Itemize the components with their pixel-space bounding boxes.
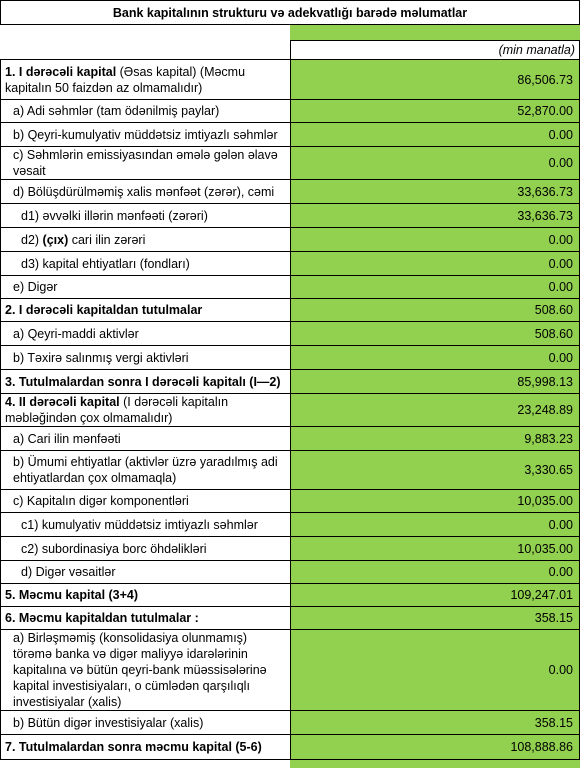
row-label: a) Adi səhmlər (tam ödənilmiş paylar) bbox=[1, 100, 291, 123]
row-value: 10,035.00 bbox=[290, 490, 580, 513]
row-label: 3. Tutulmalardan sonra I dərəcəli kapitalı (I—2) bbox=[1, 370, 291, 394]
row-value: 0.00 bbox=[290, 561, 580, 584]
table-row bbox=[1, 346, 580, 370]
row-value: 86,506.73 bbox=[290, 60, 580, 100]
table-row bbox=[1, 370, 580, 394]
table-row bbox=[1, 561, 580, 584]
table-row bbox=[1, 711, 580, 735]
row-label: c1) kumulyativ müddətsiz imtiyazlı səhmlər bbox=[1, 513, 291, 537]
table-row bbox=[1, 584, 580, 607]
row-value: 0.00 bbox=[290, 252, 580, 276]
spacer-row bbox=[1, 25, 580, 41]
row-label: a) Birləşməmiş (konsolidasiya olunmamış) törəmə banka və digər maliyyə idarələrinin kapitalına və bütün qeyri-bank müəssisələrinə kapital investisiyaları, o cümlədən qarşılıqlı investisiyalar (xalis) bbox=[1, 630, 291, 711]
table-row bbox=[1, 228, 580, 252]
row-value: 10,035.00 bbox=[290, 537, 580, 561]
row-value: 0.00 bbox=[290, 630, 580, 711]
table-row bbox=[1, 735, 580, 760]
blank-value-cell bbox=[290, 760, 580, 768]
blank-value-cell bbox=[290, 25, 580, 41]
row-label: b) Bütün digər investisiyalar (xalis) bbox=[1, 711, 291, 735]
table-row bbox=[1, 252, 580, 276]
unit-row bbox=[1, 41, 580, 60]
table-row bbox=[1, 204, 580, 228]
row-label: d) Digər vəsaitlər bbox=[1, 561, 291, 584]
blank-cell bbox=[1, 25, 291, 41]
row-value: 0.00 bbox=[290, 276, 580, 299]
row-label: 2. I dərəcəli kapitaldan tutulmalar bbox=[1, 299, 291, 322]
table-row bbox=[1, 513, 580, 537]
table-row bbox=[1, 394, 580, 427]
row-label: b) Təxirə salınmış vergi aktivləri bbox=[1, 346, 291, 370]
row-value: 0.00 bbox=[290, 123, 580, 147]
row-label: 6. Məcmu kapitaldan tutulmalar : bbox=[1, 607, 291, 630]
row-label: 7. Tutulmalardan sonra məcmu kapital (5-6) bbox=[1, 735, 291, 760]
table-row bbox=[1, 451, 580, 490]
table-row bbox=[1, 180, 580, 204]
row-label: c2) subordinasiya borc öhdəlikləri bbox=[1, 537, 291, 561]
row-value: 0.00 bbox=[290, 513, 580, 537]
row-value: 508.60 bbox=[290, 299, 580, 322]
row-label: c) Səhmlərin emissiyasından əmələ gələn əlavə vəsait bbox=[1, 147, 291, 180]
table-title: Bank kapitalının strukturu və adekvatlığı barədə məlumatlar bbox=[1, 1, 580, 25]
row-value: 109,247.01 bbox=[290, 584, 580, 607]
table-row bbox=[1, 100, 580, 123]
row-value: 0.00 bbox=[290, 346, 580, 370]
row-value: 85,998.13 bbox=[290, 370, 580, 394]
title-row bbox=[1, 1, 580, 25]
table-row bbox=[1, 322, 580, 346]
row-label: d3) kapital ehtiyatları (fondları) bbox=[1, 252, 291, 276]
table-row bbox=[1, 607, 580, 630]
blank-cell bbox=[1, 760, 291, 768]
row-value: 23,248.89 bbox=[290, 394, 580, 427]
table-row bbox=[1, 147, 580, 180]
blank-cell bbox=[1, 41, 291, 60]
row-value: 508.60 bbox=[290, 322, 580, 346]
row-label: b) Ümumi ehtiyatlar (aktivlər üzrə yaradılmış adi ehtiyatlardan çox olmamaqla) bbox=[1, 451, 291, 490]
row-label: 4. II dərəcəli kapital (I dərəcəli kapitalın məbləğindən çox olmamalıdır) bbox=[1, 394, 291, 427]
row-label: d) Bölüşdürülməmiş xalis mənfəət (zərər), cəmi bbox=[1, 180, 291, 204]
row-label: d1) əvvəlki illərin mənfəəti (zərəri) bbox=[1, 204, 291, 228]
row-label: a) Cari ilin mənfəəti bbox=[1, 427, 291, 451]
row-label: 1. I dərəcəli kapital (Əsas kapital) (Məcmu kapitalın 50 faizdən az olmamalıdır) bbox=[1, 60, 291, 100]
unit-label: (min manatla) bbox=[290, 41, 580, 60]
row-label: a) Qeyri-maddi aktivlər bbox=[1, 322, 291, 346]
table-row bbox=[1, 427, 580, 451]
row-value: 358.15 bbox=[290, 711, 580, 735]
row-label: d2) (çıx) cari ilin zərəri bbox=[1, 228, 291, 252]
table-row bbox=[1, 299, 580, 322]
row-value: 108,888.86 bbox=[290, 735, 580, 760]
row-value: 33,636.73 bbox=[290, 204, 580, 228]
table-row bbox=[1, 60, 580, 100]
row-value: 0.00 bbox=[290, 147, 580, 180]
row-label: e) Digər bbox=[1, 276, 291, 299]
row-value: 33,636.73 bbox=[290, 180, 580, 204]
row-value: 3,330.65 bbox=[290, 451, 580, 490]
table-row bbox=[1, 630, 580, 711]
row-value: 52,870.00 bbox=[290, 100, 580, 123]
table-row bbox=[1, 276, 580, 299]
row-value: 9,883.23 bbox=[290, 427, 580, 451]
row-label: c) Kapitalın digər komponentləri bbox=[1, 490, 291, 513]
row-label: b) Qeyri-kumulyativ müddətsiz imtiyazlı səhmlər bbox=[1, 123, 291, 147]
row-value: 358.15 bbox=[290, 607, 580, 630]
table-row bbox=[1, 490, 580, 513]
spacer-row bbox=[1, 760, 580, 768]
table-row bbox=[1, 537, 580, 561]
row-value: 0.00 bbox=[290, 228, 580, 252]
table-row bbox=[1, 123, 580, 147]
row-label: 5. Məcmu kapital (3+4) bbox=[1, 584, 291, 607]
